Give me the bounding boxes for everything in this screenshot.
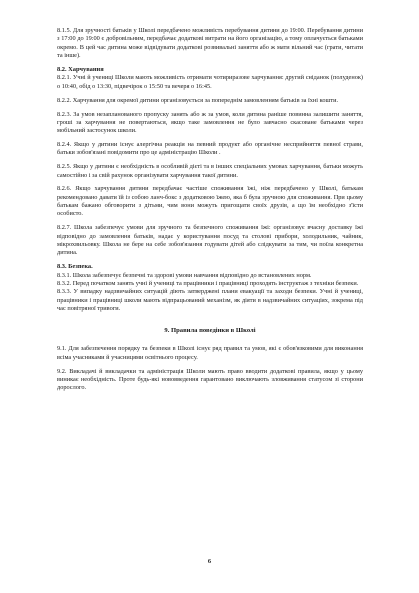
paragraph-9-2: 9.2. Викладачі й викладачки та адміністрація Школи мають право вводити додаткові правила, якщо у цьому виникає необхідність. Проте будь-які нововведення гарантовано виключають зловживання статусом зі сторони дорослого. [57, 367, 363, 392]
paragraph-8-2-7: 8.2.7. Школа забезпечує умови для зручного та безпечного споживання їжі: організовує вчасну доставку їжі відповідно до замовлення батьків, надає у користування посуд та столові прибори, холодильник, чайник, мікрохвильовку. Школа не бере на себе зобов'язання годувати дітей або слідкувати за тим, чи поїла конкретна дитина. [57, 224, 363, 257]
paragraph-8-2-5: 8.2.5. Якщо у дитини є необхідність в особливій дієті та в інших спеціальних умовах харчування, батьки можуть самостійно і за свій рахунок організувати харчування такої дитини. [57, 163, 363, 179]
heading-8-3: 8.3. Безпека. [57, 263, 93, 271]
heading-8-2: 8.2. Харчування [57, 66, 104, 74]
paragraph-8-3-3: 8.3.3. У випадку надзвичайних ситуацій діють затверджені плани евакуації та заходи безпеки. Учні й учениці, працівники і працівниці школи мають відпрацьований механізм, як діяти в надзвичайних ситуаціях, зокрема під час повітряної тривоги. [57, 288, 363, 312]
paragraph-8-2-2: 8.2.2. Харчування для окремої дитини організовується за попереднім замовленням батьків за їхні кошти. [57, 96, 339, 104]
paragraph-9-1: 9.1. Для забезпечення порядку та безпеки в Школі існує ряд правил та умов, які є обов'язковими для виконання всіма учасниками й учасницями освітнього процесу. [57, 345, 363, 361]
heading-section-9: 9. Правила поведінки в Школі [164, 327, 256, 335]
paragraph-8-2-6: 8.2.6. Якщо харчування дитини передбачає частіше споживання їжі, ніж передбачено у Школі, батькам рекомендовано давати їй із собою ланч-бокс з додатковою їжею, яка б була зручною для споживання. При цьому батькам бажано обговорити з дітьми, чим вони можуть пригощати своїх друзів, а що їм необхідно з'їсти особисто. [57, 185, 363, 218]
paragraph-8-2-4: 8.2.4. Якщо у дитини існує алергічна реакція на певний продукт або органічне несприйняття певної страви, батьки зобов'язані повідомити про це адміністрацію Школи . [57, 141, 363, 157]
paragraph-8-1-5: 8.1.5. Для зручності батьків у Школі передбачено можливість перебування дитини до 19:00. Перебування дитини з 17:00 до 19:00 є добровільним, передбачає додаткові витрати на його організацію, а тому оплачується батьками окремо. В цей час дитина може відвідувати додаткові розвивальні заняття або ж мати вільний час (грати, читати та інше). [57, 27, 363, 59]
paragraph-8-3-2: 8.3.2. Перед початком занять учні й учениці та працівники і працівниці проходять інструктаж з техніки безпеки. [57, 279, 359, 287]
paragraph-8-2-3: 8.2.3. За умов незапланованого пропуску занять або ж за умов, коли дитина раніше повинна залишити заняття, гроші за харчування не повертаються, якщо таке замовлення не було завчасно скасоване батьками через мобільний застосунок школи. [57, 110, 363, 135]
document-page [57, 27, 363, 398]
paragraph-8-2-1: 8.2.1. Учні й учениці Школи мають можливість отримати чотириразове харчування: другий сніданок (полуденок) о 10:40, обід о 13:30, підвечірок о 15:50 та вечеря о 16:45. [57, 74, 363, 90]
paragraph-8-3-1: 8.3.1. Школа забезпечує безпечні та здорові умови навчання відповідно до встановлених норм. [57, 271, 312, 279]
page-number: 6 [207, 558, 212, 565]
